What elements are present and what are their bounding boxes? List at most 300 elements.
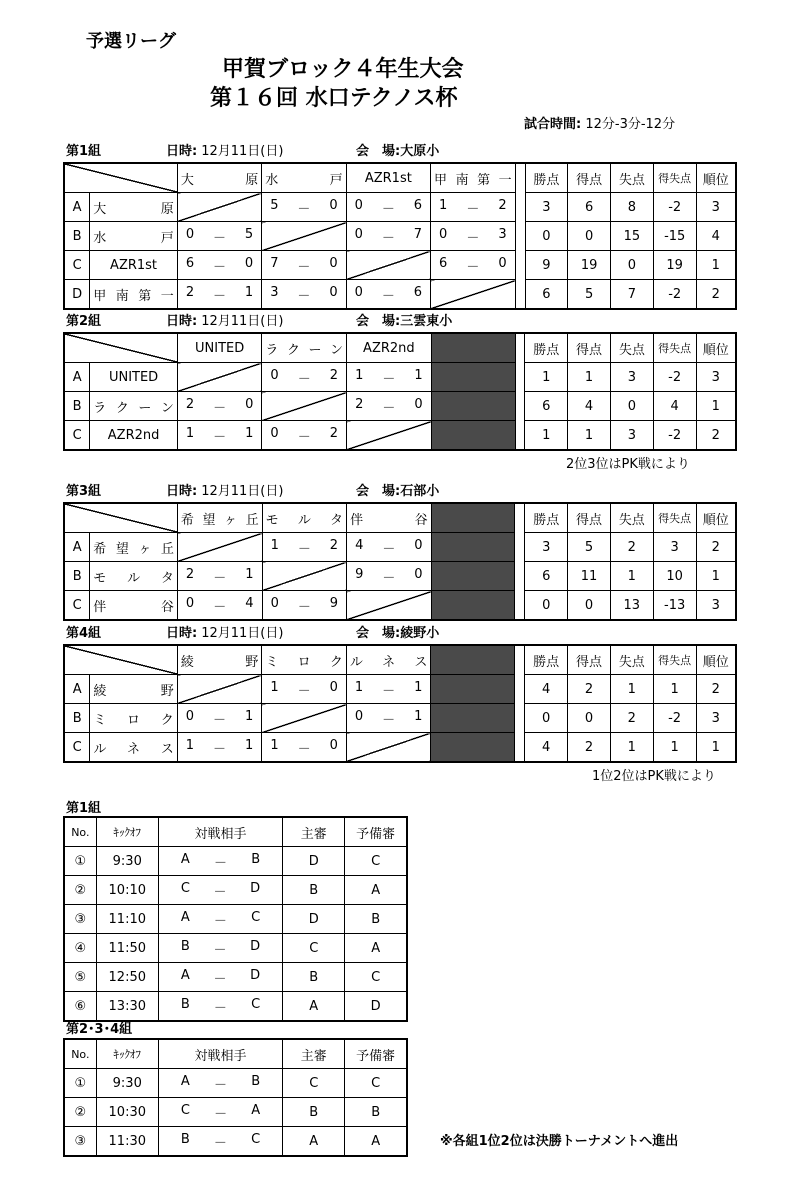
match-result (177, 562, 262, 591)
reserve-referee: B (345, 905, 407, 934)
score-opp: 2 (498, 197, 507, 213)
stat-header-wins: 勝点 (525, 333, 568, 363)
gap-cell (515, 645, 525, 675)
team-name: モ ル タ (93, 570, 174, 586)
match-result (347, 562, 432, 591)
stat-ga: 1 (610, 562, 653, 591)
score-opp: 2 (329, 367, 339, 383)
score-opp: 1 (414, 679, 423, 695)
gap-cell (515, 222, 525, 251)
stat-wins: 1 (525, 421, 568, 451)
stat-gd: 10 (653, 562, 696, 591)
league-table (63, 332, 737, 451)
stat-rank: 3 (696, 193, 736, 222)
score-opp: 1 (245, 566, 254, 582)
stat-gd: -2 (653, 421, 696, 451)
stat-ga: 7 (611, 280, 654, 310)
group-date-label: 日時: (166, 626, 198, 641)
stat-wins: 0 (525, 704, 568, 733)
match-result (177, 392, 262, 421)
corner-cell (64, 163, 177, 193)
score-dash: － (213, 259, 227, 275)
home-team: B (180, 996, 190, 1012)
schedule-table (63, 816, 408, 1022)
match-number: ④ (64, 934, 96, 963)
league-table (63, 162, 737, 310)
stat-ga: 2 (610, 704, 653, 733)
team-row (64, 280, 736, 310)
stat-rank: 2 (696, 421, 736, 451)
gap-cell (515, 363, 525, 392)
group-venue-value: 綾野小 (400, 626, 440, 641)
score-opp: 0 (498, 255, 507, 271)
reserve-referee: C (345, 1069, 407, 1098)
referee: A (283, 1127, 345, 1157)
kickoff-time: 9:30 (96, 847, 158, 876)
stat-header-wins: 勝点 (525, 163, 568, 193)
home-team: A (180, 967, 190, 983)
team-row (64, 675, 736, 704)
gap-cell (515, 193, 525, 222)
opponent-header (177, 163, 261, 193)
stat-header-rank: 順位 (696, 163, 736, 193)
opponent-header (262, 503, 347, 533)
team-name: ミ ロ ク (93, 712, 174, 728)
match-result (346, 193, 430, 222)
self-match-cell (347, 421, 432, 451)
referee: C (283, 1069, 345, 1098)
score-dash: － (466, 259, 480, 275)
gap-cell (515, 392, 525, 421)
schedule-row (64, 934, 407, 963)
team-letter: C (64, 421, 90, 451)
score-dash: － (381, 288, 395, 304)
score-dash: － (213, 429, 227, 445)
away-team: C (251, 1131, 261, 1147)
score-dash: － (297, 541, 311, 557)
stat-rank: 2 (696, 675, 736, 704)
team-name-cell (90, 363, 178, 392)
match-pair (158, 963, 282, 992)
match-number: ③ (64, 905, 96, 934)
stat-header-goals_for: 得点 (568, 645, 611, 675)
match-result (431, 251, 516, 280)
score-opp: 0 (329, 679, 338, 695)
stat-wins: 0 (525, 222, 568, 251)
stat-wins: 3 (525, 193, 568, 222)
home-team: A (180, 909, 190, 925)
stat-ga: 8 (611, 193, 654, 222)
group-venue-value: 大原小 (400, 144, 440, 159)
stat-gd: -2 (653, 704, 696, 733)
stat-header-goals_against: 失点 (611, 163, 654, 193)
score-opp: 0 (329, 197, 338, 213)
score-own: 0 (354, 284, 363, 300)
team-name: UNITED (108, 369, 159, 385)
self-match-cell (177, 675, 262, 704)
col-match: 対戦相手 (158, 1039, 282, 1069)
score-opp: 1 (245, 425, 254, 441)
col-reserve: 予備審 (345, 817, 407, 847)
stat-gd: 19 (653, 251, 696, 280)
gap-cell (515, 503, 525, 533)
stat-gf: 5 (568, 533, 611, 562)
opponent-header (346, 163, 430, 193)
group-venue-label: 会 場: (356, 144, 401, 159)
group-note: 1位2位はPK戦により (592, 769, 716, 784)
opponent-header (262, 333, 347, 363)
group-venue (356, 622, 439, 641)
stat-gf: 2 (568, 733, 611, 763)
col-kickoff: ｷｯｸｵﾌ (96, 817, 158, 847)
match-result (346, 704, 431, 733)
score-opp: 9 (329, 595, 339, 611)
score-dash: － (381, 201, 395, 217)
score-opp: 1 (245, 708, 254, 724)
league-table (63, 644, 737, 763)
empty-cell (431, 421, 515, 451)
empty-cell (431, 591, 515, 621)
opponent-header (262, 163, 346, 193)
corner-cell (64, 503, 177, 533)
gap-cell (515, 733, 525, 763)
team-letter: C (64, 591, 90, 621)
team-row (64, 591, 736, 621)
team-row (64, 193, 736, 222)
score-dash: － (466, 230, 480, 246)
group-venue (356, 480, 439, 499)
kickoff-time: 11:30 (96, 1127, 158, 1157)
match-pair (158, 1127, 282, 1157)
corner-cell (64, 645, 177, 675)
team-letter: B (64, 392, 90, 421)
team-name-cell (90, 591, 178, 621)
schedule-title: 第1組 (66, 801, 102, 816)
stat-rank: 3 (696, 704, 736, 733)
gap-cell (515, 163, 525, 193)
score-opp: 0 (414, 396, 423, 412)
gap-cell (515, 675, 525, 704)
stat-rank: 1 (696, 392, 736, 421)
score-own: 0 (354, 708, 364, 724)
stat-gf: 5 (568, 280, 611, 310)
stat-ga: 1 (610, 675, 653, 704)
stat-ga: 1 (610, 733, 653, 763)
schedule-row (64, 1098, 407, 1127)
score-own: 0 (185, 708, 195, 724)
referee: A (283, 992, 345, 1022)
reserve-referee: A (345, 876, 407, 905)
score-own: 2 (185, 396, 195, 412)
match-result (177, 733, 262, 763)
stat-header-goals_for: 得点 (568, 503, 611, 533)
match-result (262, 280, 346, 310)
stat-header-goal_diff: 得失点 (653, 503, 696, 533)
gap-cell (515, 421, 525, 451)
group-date-label: 日時: (166, 144, 198, 159)
team-name: AZR1st (110, 257, 158, 273)
team-letter: A (64, 675, 90, 704)
stat-wins: 6 (525, 562, 568, 591)
group-date-label: 日時: (166, 314, 198, 329)
gap-cell (515, 533, 525, 562)
empty-cell (431, 533, 515, 562)
match-result (177, 280, 261, 310)
score-dash: － (382, 570, 396, 586)
score-own: 4 (355, 537, 364, 553)
group-venue-label: 会 場: (356, 626, 401, 641)
team-name: 水 戸 (93, 230, 174, 246)
score-own: 6 (439, 255, 448, 271)
team-letter: C (64, 733, 90, 763)
score-dash: － (382, 400, 396, 416)
opponent-header-label: AZR1st (364, 170, 412, 186)
match-number: ② (64, 1098, 96, 1127)
group-venue-value: 三雲東小 (400, 314, 453, 329)
self-match-cell (262, 562, 347, 591)
team-row (64, 363, 736, 392)
schedule-row (64, 1127, 407, 1157)
opponent-header (347, 333, 432, 363)
col-kickoff: ｷｯｸｵﾌ (96, 1039, 158, 1069)
team-letter: B (64, 562, 90, 591)
away-team: B (251, 851, 261, 867)
stat-gf: 6 (568, 193, 611, 222)
stat-header-rank: 順位 (696, 333, 736, 363)
match-number: ① (64, 847, 96, 876)
group-title: 第3組 (66, 484, 102, 499)
score-dash: － (213, 599, 227, 615)
stat-gd: -13 (653, 591, 696, 621)
match-number: ⑥ (64, 992, 96, 1022)
away-team: D (250, 880, 261, 896)
score-opp: 1 (245, 737, 254, 753)
team-name: 甲 南 第 一 (93, 288, 174, 304)
stat-header-goals_against: 失点 (610, 333, 653, 363)
stat-gf: 0 (568, 591, 611, 621)
team-row (64, 222, 736, 251)
match-number: ⑤ (64, 963, 96, 992)
league-table (63, 502, 737, 621)
match-result (347, 363, 432, 392)
opponent-header (177, 645, 262, 675)
stat-gf: 2 (568, 675, 611, 704)
stat-header-rank: 順位 (696, 503, 736, 533)
match-result (177, 251, 261, 280)
corner-cell (64, 333, 177, 363)
gap-cell (515, 562, 525, 591)
score-opp: 0 (414, 566, 423, 582)
team-name-cell (90, 251, 178, 280)
home-team: B (180, 1131, 190, 1147)
opponent-header (431, 163, 516, 193)
away-team: C (251, 909, 261, 925)
stat-ga: 0 (611, 251, 654, 280)
self-match-cell (431, 280, 516, 310)
group-venue (356, 140, 439, 159)
stat-header-goal_diff: 得失点 (653, 333, 696, 363)
match-pair (158, 1069, 282, 1098)
score-dash: － (382, 541, 396, 557)
referee: D (283, 847, 345, 876)
match-time-value: 12分-3分-12分 (585, 117, 676, 132)
group-date-label: 日時: (166, 484, 198, 499)
stat-rank: 2 (696, 533, 736, 562)
match-pair (158, 905, 282, 934)
home-team: A (180, 1073, 190, 1089)
match-result (262, 591, 347, 621)
score-own: 9 (355, 566, 364, 582)
stat-ga: 0 (610, 392, 653, 421)
score-opp: 0 (245, 396, 254, 412)
stat-rank: 1 (696, 251, 736, 280)
match-pair (158, 847, 282, 876)
away-team: C (251, 996, 261, 1012)
score-own: 2 (185, 284, 195, 300)
opponent-header-label: 水 戸 (265, 172, 343, 188)
reserve-referee: D (345, 992, 407, 1022)
team-name-cell (90, 733, 177, 763)
group-venue-label: 会 場: (356, 314, 401, 329)
team-name-cell (90, 222, 178, 251)
col-referee: 主審 (283, 817, 345, 847)
score-opp: 2 (329, 425, 339, 441)
stat-rank: 4 (696, 222, 736, 251)
score-own: 2 (355, 396, 364, 412)
empty-cell (431, 392, 515, 421)
stat-gd: -2 (653, 363, 696, 392)
stat-header-wins: 勝点 (525, 645, 568, 675)
stat-gf: 11 (568, 562, 611, 591)
score-dash: － (382, 371, 396, 387)
opponent-header (262, 645, 347, 675)
team-name: ラ ク ー ン (93, 400, 174, 416)
vs-dash: － (213, 1077, 227, 1093)
score-dash: － (297, 201, 311, 217)
match-result (262, 251, 346, 280)
score-dash: － (297, 683, 311, 699)
group-date-value: 12月11日(日) (201, 144, 284, 159)
team-letter: A (64, 363, 90, 392)
opponent-header-label: 伴 谷 (350, 512, 428, 528)
score-opp: 3 (498, 226, 507, 242)
stat-header-goals_against: 失点 (610, 645, 653, 675)
team-row (64, 251, 736, 280)
score-own: 1 (439, 197, 448, 213)
match-result (262, 193, 346, 222)
referee: B (283, 876, 345, 905)
stat-rank: 3 (696, 591, 736, 621)
group-title: 第2組 (66, 314, 102, 329)
empty-cell (431, 363, 515, 392)
stat-wins: 6 (525, 392, 568, 421)
vs-dash: － (213, 971, 227, 987)
stat-wins: 9 (525, 251, 568, 280)
schedule-row (64, 847, 407, 876)
stat-header-goals_for: 得点 (568, 333, 611, 363)
score-opp: 4 (245, 595, 254, 611)
opponent-header-label: 希 望 ヶ 丘 (180, 512, 259, 528)
team-name: ル ネ ス (93, 741, 174, 757)
score-own: 0 (185, 226, 195, 242)
gap-cell (515, 280, 525, 310)
opponent-header-label: 綾 野 (180, 654, 259, 670)
match-result (431, 193, 516, 222)
empty-cell (431, 645, 515, 675)
kickoff-time: 9:30 (96, 1069, 158, 1098)
self-match-cell (177, 533, 262, 562)
score-own: 7 (270, 255, 279, 271)
stat-ga: 3 (610, 421, 653, 451)
kickoff-time: 13:30 (96, 992, 158, 1022)
score-opp: 6 (413, 284, 423, 300)
page-title: 甲賀ブロック４年生大会 (222, 57, 464, 82)
team-letter: D (64, 280, 90, 310)
match-result (346, 280, 430, 310)
league-header-row (64, 333, 736, 363)
home-team: A (180, 851, 190, 867)
score-opp: 0 (329, 284, 338, 300)
opponent-header-label: AZR2nd (363, 340, 415, 356)
home-team: B (180, 938, 190, 954)
referee: D (283, 905, 345, 934)
score-own: 0 (354, 197, 363, 213)
kickoff-time: 10:30 (96, 1098, 158, 1127)
match-result (262, 733, 347, 763)
match-pair (158, 934, 282, 963)
team-name: 綾 野 (93, 683, 174, 699)
stat-header-goal_diff: 得失点 (653, 163, 696, 193)
gap-cell (515, 333, 525, 363)
team-name: 大 原 (93, 201, 174, 217)
score-dash: － (381, 230, 395, 246)
referee: C (283, 934, 345, 963)
group-date (166, 480, 283, 499)
score-opp: 0 (414, 537, 423, 553)
score-opp: 1 (414, 367, 423, 383)
stat-wins: 3 (525, 533, 568, 562)
stat-gf: 19 (568, 251, 611, 280)
match-result (346, 222, 430, 251)
match-result (346, 675, 431, 704)
reserve-referee: A (345, 934, 407, 963)
match-result (262, 675, 347, 704)
team-row (64, 392, 736, 421)
score-own: 1 (185, 425, 195, 441)
score-dash: － (213, 400, 227, 416)
stat-wins: 1 (525, 363, 568, 392)
self-match-cell (346, 251, 430, 280)
match-pair (158, 992, 282, 1022)
team-name-cell (90, 193, 178, 222)
page-subtitle: 第１６回 水口テクノス杯 (210, 86, 458, 111)
team-row (64, 704, 736, 733)
match-number: ③ (64, 1127, 96, 1157)
away-team: B (251, 1073, 261, 1089)
team-name: 伴 谷 (93, 599, 174, 615)
score-dash: － (213, 230, 227, 246)
group-date (166, 622, 283, 641)
team-name-cell (90, 280, 178, 310)
stat-ga: 15 (611, 222, 654, 251)
league-header-row (64, 645, 736, 675)
team-name-cell (90, 675, 177, 704)
stat-ga: 3 (610, 363, 653, 392)
score-dash: － (382, 712, 396, 728)
score-own: 1 (185, 737, 195, 753)
reserve-referee: B (345, 1098, 407, 1127)
score-own: 0 (270, 595, 279, 611)
